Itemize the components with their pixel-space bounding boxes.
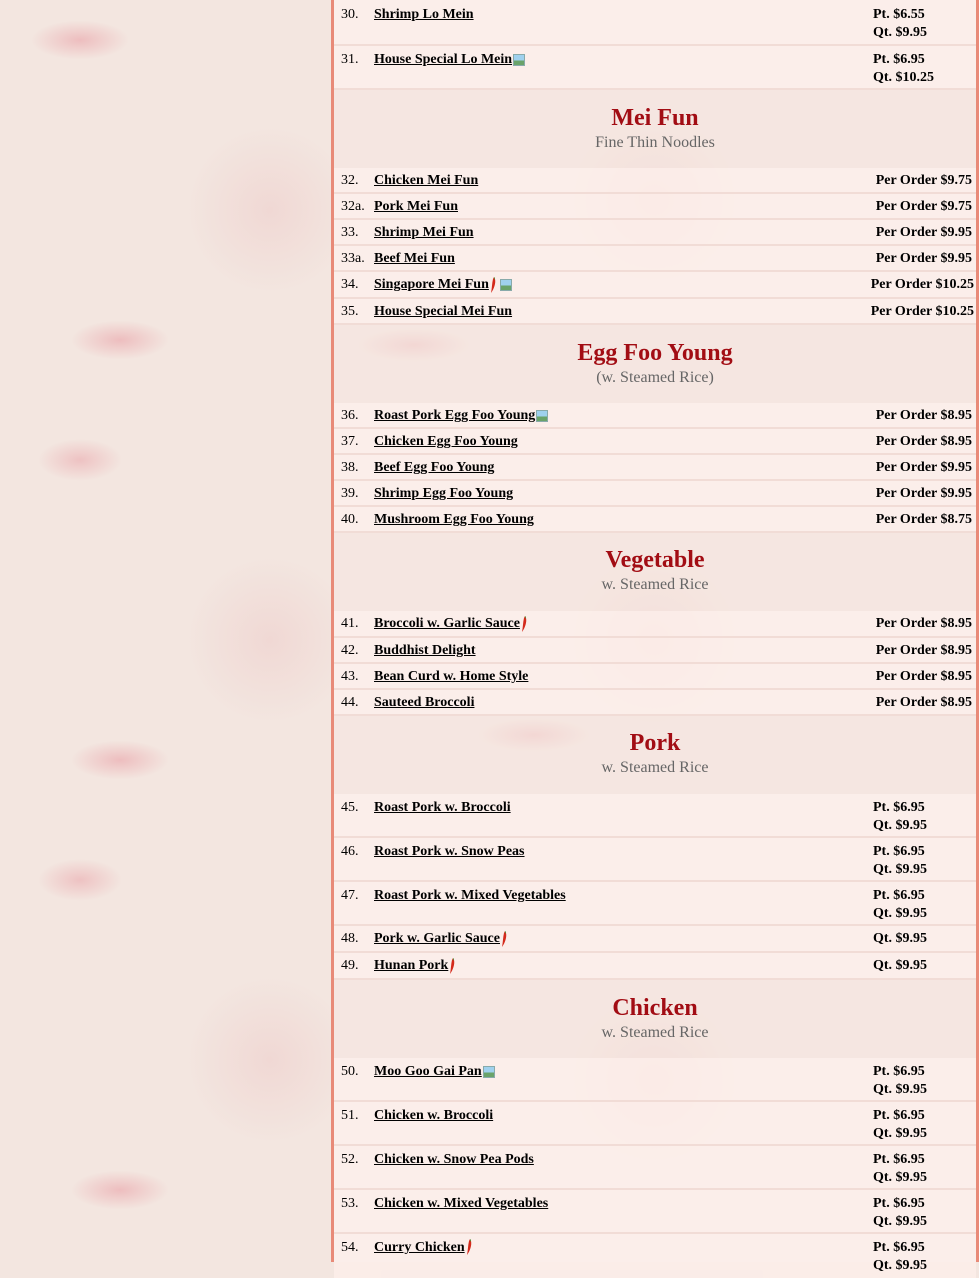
item-link[interactable]: Roast Pork w. Broccoli bbox=[374, 800, 511, 815]
item-price: Per Order $9.95 bbox=[875, 225, 972, 240]
item-link[interactable]: Roast Pork w. Mixed Vegetables bbox=[374, 888, 566, 903]
item-price: Qt. $9.95 bbox=[873, 958, 928, 973]
picture-icon[interactable] bbox=[536, 410, 548, 422]
menu-item-row bbox=[334, 1102, 976, 1146]
item-number: 53. bbox=[341, 1196, 359, 1211]
item-number: 47. bbox=[341, 888, 359, 903]
menu-item-row bbox=[334, 299, 976, 325]
menu-item-row bbox=[334, 46, 976, 90]
section-subtitle: w. Steamed Rice bbox=[601, 576, 709, 593]
item-number: 43. bbox=[341, 669, 359, 684]
item-number: 37. bbox=[341, 434, 359, 449]
item-number: 39. bbox=[341, 486, 359, 501]
item-link[interactable]: Mushroom Egg Foo Young bbox=[374, 512, 534, 527]
menu-item-row bbox=[334, 194, 976, 220]
item-number: 31. bbox=[341, 52, 359, 67]
item-number: 46. bbox=[341, 844, 359, 859]
item-link[interactable]: Buddhist Delight bbox=[374, 643, 476, 658]
item-price: Pt. $6.95 Qt. $9.95 bbox=[873, 800, 928, 833]
item-link[interactable]: Shrimp Mei Fun bbox=[374, 225, 474, 240]
section-title: Chicken bbox=[612, 995, 698, 1021]
section-subtitle: w. Steamed Rice bbox=[601, 1024, 709, 1041]
item-price: Per Order $9.95 bbox=[875, 460, 972, 475]
menu-item-row bbox=[334, 1234, 976, 1278]
item-number: 44. bbox=[341, 695, 359, 710]
item-price: Pt. $6.55 Qt. $9.95 bbox=[873, 7, 928, 40]
menu-item-row bbox=[334, 690, 976, 716]
item-price: Pt. $6.95 Qt. $9.95 bbox=[873, 888, 928, 921]
item-link[interactable]: Roast Pork w. Snow Peas bbox=[374, 844, 525, 859]
item-price: Per Order $8.75 bbox=[875, 512, 972, 527]
menu-item-row bbox=[334, 794, 976, 838]
item-link[interactable]: Singapore Mei Fun bbox=[374, 276, 868, 294]
item-price: Pt. $6.95 Qt. $9.95 bbox=[873, 1152, 928, 1185]
hot-pepper-icon bbox=[490, 277, 496, 293]
item-number: 40. bbox=[341, 512, 359, 527]
menu-item-row bbox=[334, 507, 976, 533]
item-price: Pt. $6.95 Qt. $9.95 bbox=[873, 844, 928, 877]
item-price: Per Order $8.95 bbox=[875, 616, 972, 631]
hot-pepper-icon bbox=[449, 958, 455, 974]
item-number: 32a. bbox=[341, 199, 365, 214]
item-link[interactable]: Sauteed Broccoli bbox=[374, 695, 475, 710]
item-price: Pt. $6.95 Qt. $9.95 bbox=[873, 1064, 928, 1097]
menu-item-row bbox=[334, 481, 976, 507]
menu-item-row bbox=[334, 664, 976, 690]
menu-item-row bbox=[334, 926, 976, 953]
menu-item-row bbox=[334, 1190, 976, 1234]
menu-item-row bbox=[334, 429, 976, 455]
hot-pepper-icon bbox=[521, 616, 527, 632]
item-price: Per Order $8.95 bbox=[875, 669, 972, 684]
item-price: Per Order $8.95 bbox=[875, 408, 972, 423]
item-link[interactable]: Chicken Mei Fun bbox=[374, 173, 479, 188]
menu-item-row bbox=[334, 220, 976, 246]
section-title: Pork bbox=[629, 730, 681, 756]
item-number: 54. bbox=[341, 1240, 359, 1255]
item-link[interactable]: Beef Mei Fun bbox=[374, 251, 455, 266]
section-subtitle: Fine Thin Noodles bbox=[595, 134, 715, 151]
menu-item-row bbox=[334, 1058, 976, 1102]
item-price: Per Order $9.95 bbox=[875, 486, 972, 501]
item-number: 42. bbox=[341, 643, 359, 658]
picture-icon[interactable] bbox=[513, 54, 525, 66]
section-subtitle: (w. Steamed Rice) bbox=[596, 369, 714, 386]
item-link[interactable]: Curry Chicken bbox=[374, 1239, 873, 1257]
item-price: Per Order $9.75 bbox=[875, 173, 972, 188]
item-number: 34. bbox=[341, 277, 359, 292]
item-link[interactable]: Pork Mei Fun bbox=[374, 199, 458, 214]
section-title: Vegetable bbox=[605, 547, 705, 573]
item-link[interactable]: Bean Curd w. Home Style bbox=[374, 669, 529, 684]
section-header-pork bbox=[334, 716, 976, 794]
item-price: Pt. $6.95 Qt. $9.95 bbox=[873, 1108, 928, 1141]
menu-item-row bbox=[334, 882, 976, 926]
picture-icon[interactable] bbox=[483, 1066, 495, 1078]
item-number: 36. bbox=[341, 408, 359, 423]
menu-item-row bbox=[334, 168, 976, 194]
item-number: 50. bbox=[341, 1064, 359, 1079]
item-price: Per Order $9.75 bbox=[875, 199, 972, 214]
item-price: Per Order $8.95 bbox=[875, 643, 972, 658]
menu-item-row bbox=[334, 953, 976, 980]
section-title: Mei Fun bbox=[611, 105, 699, 131]
item-link[interactable]: Broccoli w. Garlic Sauce bbox=[374, 615, 869, 633]
item-price: Per Order $8.95 bbox=[875, 434, 972, 449]
item-link[interactable]: Chicken w. Mixed Vegetables bbox=[374, 1196, 549, 1211]
section-subtitle: w. Steamed Rice bbox=[601, 759, 709, 776]
item-link[interactable]: Beef Egg Foo Young bbox=[374, 460, 495, 475]
item-number: 49. bbox=[341, 958, 359, 973]
item-link[interactable]: Shrimp Egg Foo Young bbox=[374, 486, 514, 501]
hot-pepper-icon bbox=[466, 1239, 472, 1255]
menu-item-row bbox=[334, 455, 976, 481]
menu-item-row bbox=[334, 638, 976, 664]
picture-icon[interactable] bbox=[500, 279, 512, 291]
item-number: 35. bbox=[341, 304, 359, 319]
menu-item-row bbox=[334, 272, 976, 299]
item-price: Qt. $9.95 bbox=[873, 931, 928, 946]
item-link[interactable]: Roast Pork Egg Foo Young bbox=[374, 407, 869, 425]
menu-item-row bbox=[334, 838, 976, 882]
item-price: Per Order $8.95 bbox=[875, 695, 972, 710]
item-link[interactable]: Chicken w. Broccoli bbox=[374, 1108, 494, 1123]
section-header-chicken bbox=[334, 980, 976, 1058]
item-link[interactable]: Moo Goo Gai Pan bbox=[374, 1063, 873, 1081]
item-number: 33a. bbox=[341, 251, 365, 266]
menu-item-row bbox=[334, 611, 976, 638]
menu-item-row bbox=[334, 1146, 976, 1190]
section-header-mei-fun bbox=[334, 90, 976, 168]
hot-pepper-icon bbox=[501, 931, 507, 947]
item-price: Pt. $6.95 Qt. $9.95 bbox=[873, 1196, 928, 1229]
item-number: 38. bbox=[341, 460, 359, 475]
item-price: Per Order $9.95 bbox=[875, 251, 972, 266]
section-header-vegetable bbox=[334, 533, 976, 611]
item-number: 45. bbox=[341, 800, 359, 815]
menu-content bbox=[331, 0, 979, 1273]
item-number: 41. bbox=[341, 616, 359, 631]
item-link[interactable]: Chicken w. Snow Pea Pods bbox=[374, 1152, 534, 1167]
menu-item-row bbox=[334, 0, 976, 46]
item-number: 51. bbox=[341, 1108, 359, 1123]
item-number: 33. bbox=[341, 225, 359, 240]
item-number: 30. bbox=[341, 7, 359, 22]
section-title: Egg Foo Young bbox=[577, 340, 733, 366]
item-number: 52. bbox=[341, 1152, 359, 1167]
item-link[interactable]: Hunan Pork bbox=[374, 957, 873, 975]
item-price: Pt. $6.95 Qt. $9.95 bbox=[873, 1240, 928, 1273]
menu-item-row bbox=[334, 246, 976, 272]
item-price: Per Order $10.25 bbox=[870, 277, 974, 292]
menu-item-row bbox=[334, 403, 976, 429]
item-link[interactable]: Chicken Egg Foo Young bbox=[374, 434, 518, 449]
item-price: Per Order $10.25 bbox=[870, 304, 974, 319]
item-price: Pt. $6.95 Qt. $10.25 bbox=[873, 52, 935, 85]
item-link[interactable]: House Special Lo Mein bbox=[374, 51, 873, 69]
item-number: 48. bbox=[341, 931, 359, 946]
item-link[interactable]: Pork w. Garlic Sauce bbox=[374, 930, 873, 948]
item-number: 32. bbox=[341, 173, 359, 188]
item-link[interactable]: Shrimp Lo Mein bbox=[374, 7, 474, 22]
section-header-egg-foo-young bbox=[334, 325, 976, 403]
item-link[interactable]: House Special Mei Fun bbox=[374, 304, 513, 319]
